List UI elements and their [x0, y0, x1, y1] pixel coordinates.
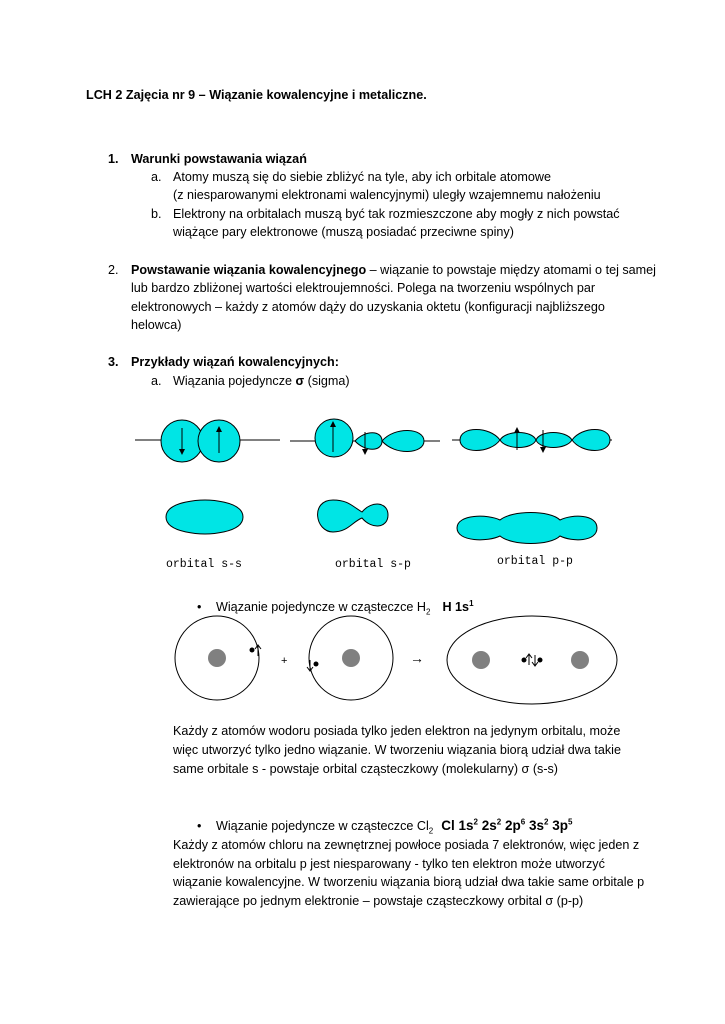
h2-paragraph-line3: same orbitale s - powstaje orbital cząsteczkowy (molekularny) σ (s-s) [173, 762, 559, 776]
section-1-item-a-line2: (z niesparowanymi elektronami walencyjnymi) uległy wzajemnemu nałożeniu [173, 188, 601, 202]
h2-bullet-text: Wiązanie pojedyncze w cząsteczce H [216, 600, 426, 614]
cl2-config: Cl $1s^2$ $2s^2$ $2p^6$ $3s^2$ $3p^5$ [441, 817, 573, 833]
section-2-line2: lub bardzo zbliżonej wartości elektroujemności. Polega na tworzeniu wspólnych par [131, 281, 596, 295]
page-title: LCH 2 Zajęcia nr 9 – Wiązanie kowalencyjne i metaliczne. [86, 88, 427, 102]
section-1-heading: Warunki powstawania wiązań [131, 152, 307, 166]
section-2-number: 2. [108, 263, 119, 277]
sigma-bond-label: Wiązania pojedyncze [173, 374, 296, 388]
electron-dot [538, 658, 543, 663]
electron-dot [250, 648, 255, 653]
sigma-name: (sigma) [304, 374, 350, 388]
section-1-item-a-marker: a. [151, 170, 162, 184]
h2-subscript: 2 [426, 607, 431, 617]
electron-dot [522, 658, 527, 663]
section-1-number: 1. [108, 152, 119, 166]
section-3-number: 3. [108, 355, 119, 369]
sigma-symbol: σ [295, 374, 305, 388]
section-2-line3: elektronowych – każdy z atomów dąży do uzyskania oktetu (konfiguracji najbliższego [131, 300, 605, 314]
h2-paragraph-line2: więc utworzyć tylko jedno wiązanie. W tworzeniu wiązania biorą udział dwa takie [173, 743, 621, 757]
cl2-bullet-text: Wiązanie pojedyncze w cząsteczce Cl [216, 819, 429, 833]
section-1-item-b-marker: b. [151, 207, 162, 221]
h2-config-sup: 1 [469, 598, 474, 608]
cl2-bullet-icon: • [197, 819, 202, 833]
h2-paragraph-line1: Każdy z atomów wodoru posiada tylko jeden elektron na jedynym orbitalu, może [173, 724, 621, 738]
cl2-paragraph-line3: wiązanie kowalencyjne. W tworzeniu wiązania biorą udział dwa takie same orbitale p [173, 875, 645, 889]
orbital-label-pp: orbital p-p [497, 555, 573, 568]
cl2-paragraph-line1: Każdy z atomów chloru na zewnętrznej powłoce posiada 7 elektronów, więc jeden z [173, 838, 640, 852]
h2-nucleus-right [571, 651, 589, 669]
cl2-bullet-line [216, 817, 572, 835]
h2-nucleus-left [472, 651, 490, 669]
section-1-item-a-line1: Atomy muszą się do siebie zbliżyć na tyle, aby ich orbitale atomowe [173, 170, 551, 184]
orbital-label-sp: orbital s-p [335, 558, 411, 571]
orbital-label-ss: orbital s-s [166, 558, 242, 571]
h2-config: H 1s [442, 600, 470, 614]
cl2-paragraph-line2: elektronów na orbitalu p jest niesparowany - tylko ten elektron może utworzyć [173, 857, 605, 871]
section-3-sub-marker: a. [151, 374, 162, 388]
section-1-item-b-line2: wiążące pary elektronowe (muszą posiadać przeciwne spiny) [173, 225, 514, 239]
section-1-item-b-line1: Elektrony na orbitalach muszą być tak rozmieszczone aby mogły z nich powstać [173, 207, 620, 221]
h-nucleus-right [342, 649, 360, 667]
section-3-heading: Przykłady wiązań kowalencyjnych: [131, 355, 339, 369]
h2-bullet-icon: • [197, 600, 202, 614]
h-nucleus-left [208, 649, 226, 667]
electron-dot [314, 662, 319, 667]
cl2-paragraph-line4: zawierające po jednym elektronie – powstaje cząsteczkowy orbital σ (p-p) [173, 894, 584, 908]
plus-sign: + [281, 655, 288, 667]
section-2-heading: Powstawanie wiązania kowalencyjnego [131, 263, 367, 277]
section-2-line4: helowca) [131, 318, 182, 332]
section-2-line1-rest: – wiązanie to powstaje między atomami o tej samej [366, 263, 656, 277]
cl2-subscript: 2 [428, 826, 434, 836]
reaction-arrow-icon: → [410, 650, 424, 666]
